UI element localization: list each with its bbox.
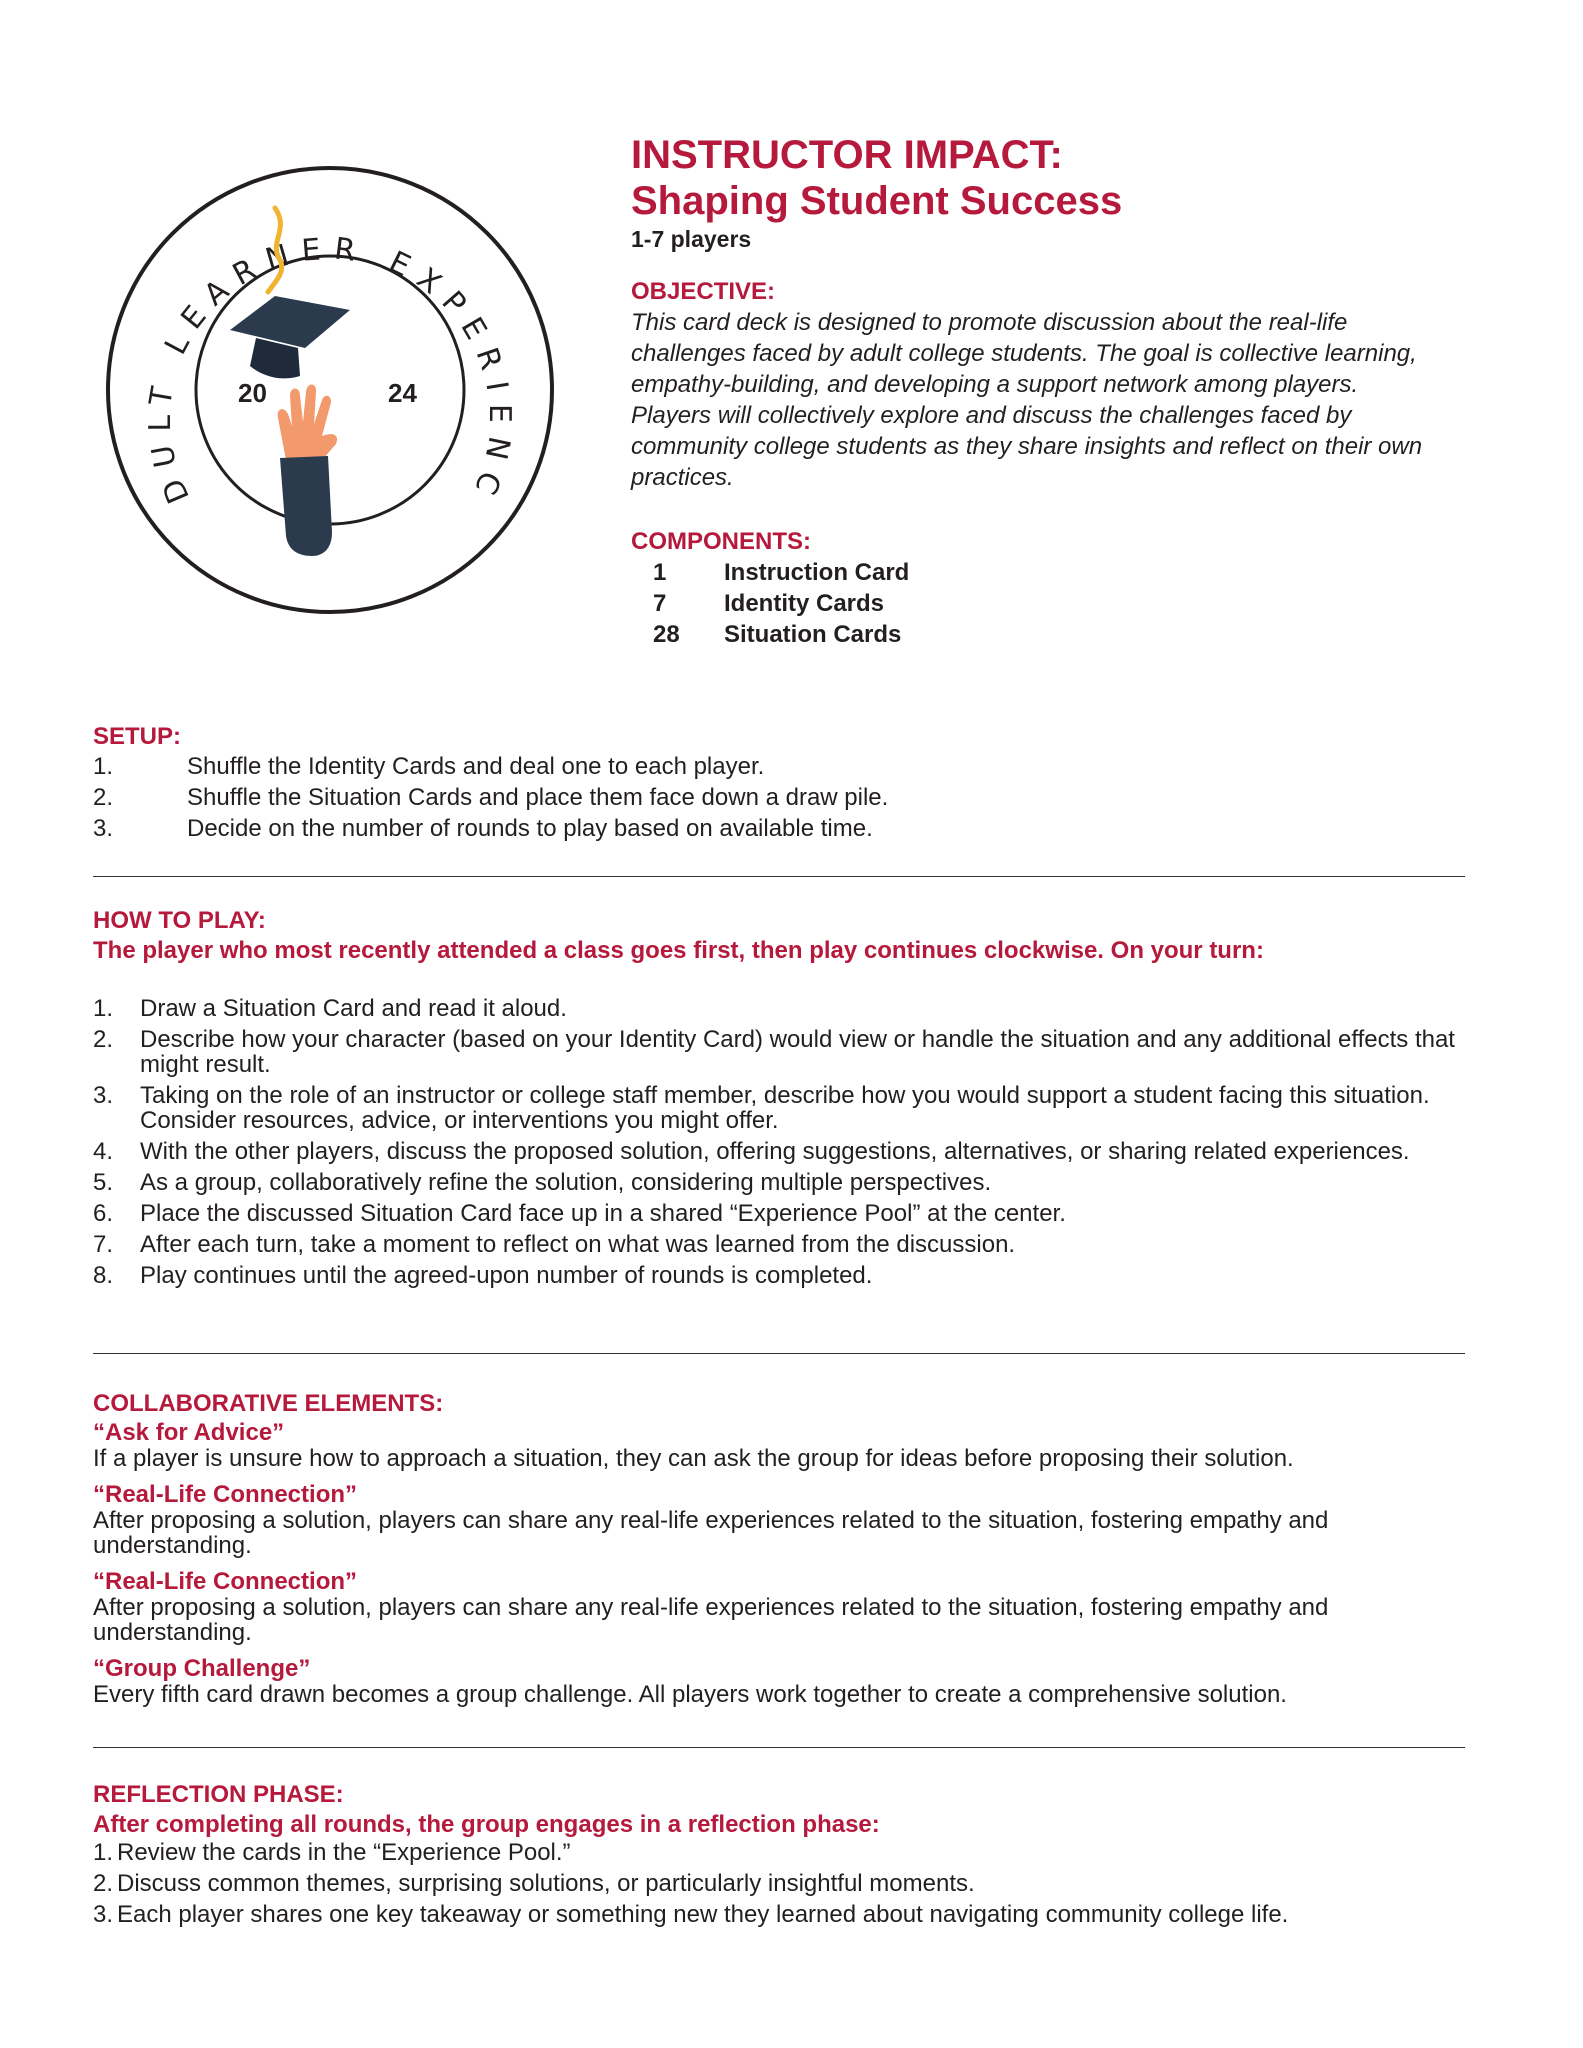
collaborative-section (93, 1389, 1473, 1717)
component-qty: 1 (653, 559, 667, 586)
setup-heading: SETUP: (93, 723, 182, 750)
element-text: If a player is unsure how to approach a situation, they can ask the group for ideas before proposing their solution. (93, 1445, 1294, 1472)
element-title: “Group Challenge” (93, 1655, 311, 1682)
objective-line: community college students as they share insights and reflect on their own (631, 433, 1423, 460)
list-number: 1. (93, 753, 114, 780)
list-number: 3. (93, 1082, 114, 1109)
list-text: Play continues until the agreed-upon number of rounds is completed. (140, 1262, 873, 1289)
reflection-section (93, 1780, 1473, 1933)
list-item (93, 1083, 1473, 1133)
component-name: Identity Cards (724, 590, 885, 617)
list-item (93, 1871, 1473, 1896)
component-row (631, 557, 1511, 588)
list-number: 2. (93, 1026, 114, 1053)
list-number: 1. (93, 995, 114, 1022)
component-qty: 28 (653, 621, 680, 648)
list-text: Shuffle the Identity Cards and deal one to each player. (187, 753, 765, 780)
element-text: Every fifth card drawn becomes a group challenge. All players work together to create a comprehensive solution. (93, 1681, 1287, 1708)
divider (93, 1747, 1465, 1748)
list-text: As a group, collaboratively refine the solution, considering multiple perspectives. (140, 1169, 992, 1196)
list-text: After each turn, take a moment to reflect on what was learned from the discussion. (140, 1231, 1016, 1258)
list-text: Shuffle the Situation Cards and place them face down a draw pile. (187, 784, 889, 811)
logo-year-right: 24 (388, 378, 417, 408)
header-block (631, 132, 1511, 650)
list-text: Decide on the number of rounds to play based on available time. (187, 815, 873, 842)
how-to-play-section (93, 906, 1473, 1294)
list-item (93, 1232, 1473, 1257)
list-text: Each player shares one key takeaway or something new they learned about navigating community college life. (117, 1901, 1289, 1928)
list-number: 3. (93, 1901, 114, 1928)
list-item (93, 816, 1473, 841)
list-text: With the other players, discuss the proposed solution, offering suggestions, alternatives, or sharing related experiences. (140, 1138, 1410, 1165)
list-number: 8. (93, 1262, 114, 1289)
logo-svg (100, 160, 560, 620)
objective-heading: OBJECTIVE: (631, 278, 776, 305)
list-number: 4. (93, 1138, 114, 1165)
logo-year-left: 20 (238, 378, 267, 408)
list-item (93, 1263, 1473, 1288)
components-heading: COMPONENTS: (631, 528, 811, 555)
divider (93, 876, 1465, 877)
list-text: Discuss common themes, surprising solutions, or particularly insightful moments. (117, 1870, 975, 1897)
list-text: Place the discussed Situation Card face up in a shared “Experience Pool” at the center. (140, 1200, 1066, 1227)
page-subtitle: Shaping Student Success (631, 179, 1123, 223)
component-name: Instruction Card (724, 559, 910, 586)
reflection-heading: REFLECTION PHASE: (93, 1781, 344, 1808)
components-section (631, 527, 1511, 650)
objective-line: Players will collectively explore and discuss the challenges faced by (631, 402, 1352, 429)
list-number: 3. (93, 815, 114, 842)
list-text: Taking on the role of an instructor or college staff member, describe how you would support a student facing this situation. Consider resources, advice, or interventions you might offer. (140, 1082, 1430, 1134)
list-number: 2. (93, 1870, 114, 1897)
list-item (93, 1027, 1473, 1077)
objective-line: challenges faced by adult college students. The goal is collective learning, (631, 340, 1417, 367)
list-number: 1. (93, 1839, 114, 1866)
list-text: Draw a Situation Card and read it aloud. (140, 995, 567, 1022)
list-text: Describe how your character (based on your Identity Card) would view or handle the situation and any additional effects that might result. (140, 1026, 1455, 1078)
list-item (93, 1840, 1473, 1865)
component-row (631, 619, 1511, 650)
list-item (93, 1902, 1473, 1927)
divider (93, 1353, 1465, 1354)
reflection-intro: After completing all rounds, the group engages in a reflection phase: (93, 1811, 880, 1838)
list-number: 7. (93, 1231, 114, 1258)
element-title: “Ask for Advice” (93, 1419, 285, 1446)
component-qty: 7 (653, 590, 667, 617)
objective-line: empathy-building, and developing a support network among players. (631, 371, 1359, 398)
list-item (93, 785, 1473, 810)
list-text: Review the cards in the “Experience Pool.” (117, 1839, 571, 1866)
list-item (93, 1139, 1473, 1164)
list-item (93, 1170, 1473, 1195)
component-name: Situation Cards (724, 621, 902, 648)
objective-line: This card deck is designed to promote discussion about the real-life (631, 309, 1348, 336)
player-count: 1-7 players (631, 226, 752, 252)
element-title: “Real-Life Connection” (93, 1568, 358, 1595)
setup-section (93, 722, 1473, 847)
list-number: 6. (93, 1200, 114, 1227)
list-item (93, 996, 1473, 1021)
element-title: “Real-Life Connection” (93, 1481, 358, 1508)
logo-ring-text: DULT LEARNER EXPERIENC (142, 231, 518, 511)
how-to-play-intro: The player who most recently attended a class goes first, then play continues clockwise. On your turn: (93, 937, 1264, 964)
logo-emblem (100, 160, 560, 620)
element-text: After proposing a solution, players can share any real-life experiences related to the situation, fostering empathy and understanding. (93, 1507, 1329, 1559)
how-to-play-heading: HOW TO PLAY: (93, 907, 266, 934)
list-number: 2. (93, 784, 114, 811)
list-item (93, 754, 1473, 779)
element-text: After proposing a solution, players can share any real-life experiences related to the situation, fostering empathy and understanding. (93, 1594, 1329, 1646)
page-title: INSTRUCTOR IMPACT: (631, 133, 1063, 177)
collaborative-heading: COLLABORATIVE ELEMENTS: (93, 1390, 444, 1417)
list-item (93, 1201, 1473, 1226)
objective-line: practices. (631, 464, 734, 491)
component-row (631, 588, 1511, 619)
objective-section (631, 277, 1511, 493)
list-number: 5. (93, 1169, 114, 1196)
